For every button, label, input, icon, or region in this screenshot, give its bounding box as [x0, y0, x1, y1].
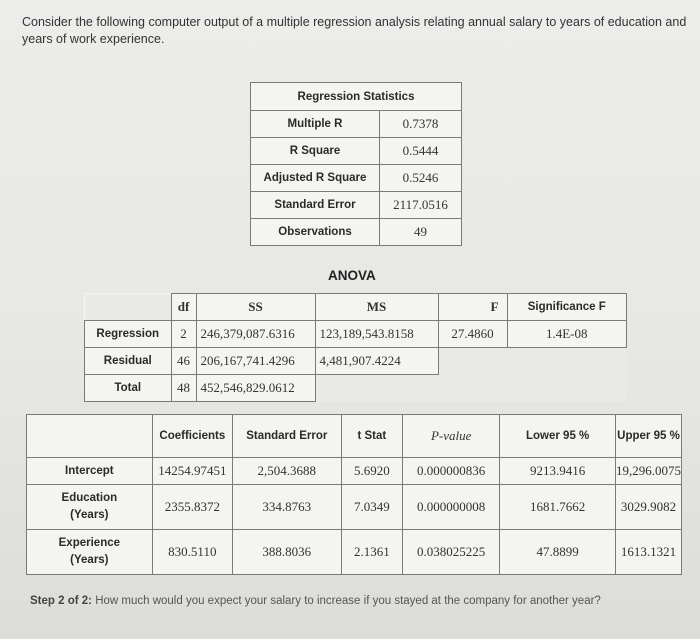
anova-row-label: Total: [85, 375, 172, 402]
anova-f: 27.4860: [438, 321, 507, 348]
step-label: Step 2 of 2:: [30, 595, 92, 607]
coef-header-t-stat: t Stat: [341, 415, 402, 458]
coef-upper-95: 3029.9082: [616, 485, 682, 530]
step-question: [30, 595, 601, 607]
coef-header-lower-95: Lower 95 %: [500, 415, 616, 458]
anova-ss: 452,546,829.0612: [196, 375, 315, 402]
coefficients-table: [26, 414, 682, 575]
anova-header-ss: SS: [196, 294, 315, 321]
anova-ss: 246,379,087.6316: [196, 321, 315, 348]
coef-row-label: Experience (Years): [27, 530, 153, 575]
coef-lower-95: 47.8899: [500, 530, 616, 575]
stat-value: 2117.0516: [380, 192, 462, 219]
coef-row-label: Education (Years): [27, 485, 153, 530]
anova-row-label: Residual: [85, 348, 172, 375]
stat-label: Adjusted R Square: [251, 165, 380, 192]
coef-header-p-value: P-value: [403, 415, 500, 458]
coef-upper-95: 1613.1321: [616, 530, 682, 575]
coef-lower-95: 1681.7662: [500, 485, 616, 530]
anova-ms: 123,189,543.8158: [315, 321, 438, 348]
anova-table: [84, 293, 627, 402]
coef-standard-error: 334.8763: [232, 485, 341, 530]
anova-df: 2: [171, 321, 196, 348]
anova-df: 48: [171, 375, 196, 402]
anova-row-label: Regression: [85, 321, 172, 348]
coef-value: 830.5110: [152, 530, 232, 575]
coef-header-standard-error: Standard Error: [232, 415, 341, 458]
step-question-text: How much would you expect your salary to increase if you stayed at the company for another year?: [95, 595, 601, 607]
stat-value: 0.5444: [380, 138, 462, 165]
coef-standard-error: 2,504.3688: [232, 458, 341, 485]
anova-df: 46: [171, 348, 196, 375]
coef-row-label: Intercept: [27, 458, 153, 485]
coef-t-stat: 2.1361: [341, 530, 402, 575]
stat-value: 0.5246: [380, 165, 462, 192]
stat-label: R Square: [251, 138, 380, 165]
coef-value: 2355.8372: [152, 485, 232, 530]
anova-title: ANOVA: [328, 268, 376, 283]
anova-header-df: df: [171, 294, 196, 321]
anova-ss: 206,167,741.4296: [196, 348, 315, 375]
coef-t-stat: 7.0349: [341, 485, 402, 530]
stat-value: 0.7378: [380, 111, 462, 138]
anova-significance: 1.4E-08: [507, 321, 627, 348]
coef-standard-error: 388.8036: [232, 530, 341, 575]
coef-upper-95: 19,296.0075: [616, 458, 682, 485]
coef-t-stat: 5.6920: [341, 458, 402, 485]
coef-p-value: 0.000000836: [403, 458, 500, 485]
coef-p-value: 0.000000008: [403, 485, 500, 530]
anova-ms: 4,481,907.4224: [315, 348, 438, 375]
anova-header-significance: Significance F: [507, 294, 627, 321]
stat-label: Observations: [251, 219, 380, 246]
coef-header-coefficients: Coefficients: [152, 415, 232, 458]
anova-header-ms: MS: [315, 294, 438, 321]
stat-label: Multiple R: [251, 111, 380, 138]
regression-statistics-table: [250, 82, 462, 246]
coef-value: 14254.97451: [152, 458, 232, 485]
problem-intro: Consider the following computer output of a multiple regression analysis relating annual salary to years of education and years of work experience.: [22, 15, 687, 46]
stat-label: Standard Error: [251, 192, 380, 219]
stat-value: 49: [380, 219, 462, 246]
anova-header-f: F: [438, 294, 507, 321]
regression-statistics-title: Regression Statistics: [251, 83, 462, 111]
coef-lower-95: 9213.9416: [500, 458, 616, 485]
coef-p-value: 0.038025225: [403, 530, 500, 575]
coef-header-upper-95: Upper 95 %: [616, 415, 682, 458]
